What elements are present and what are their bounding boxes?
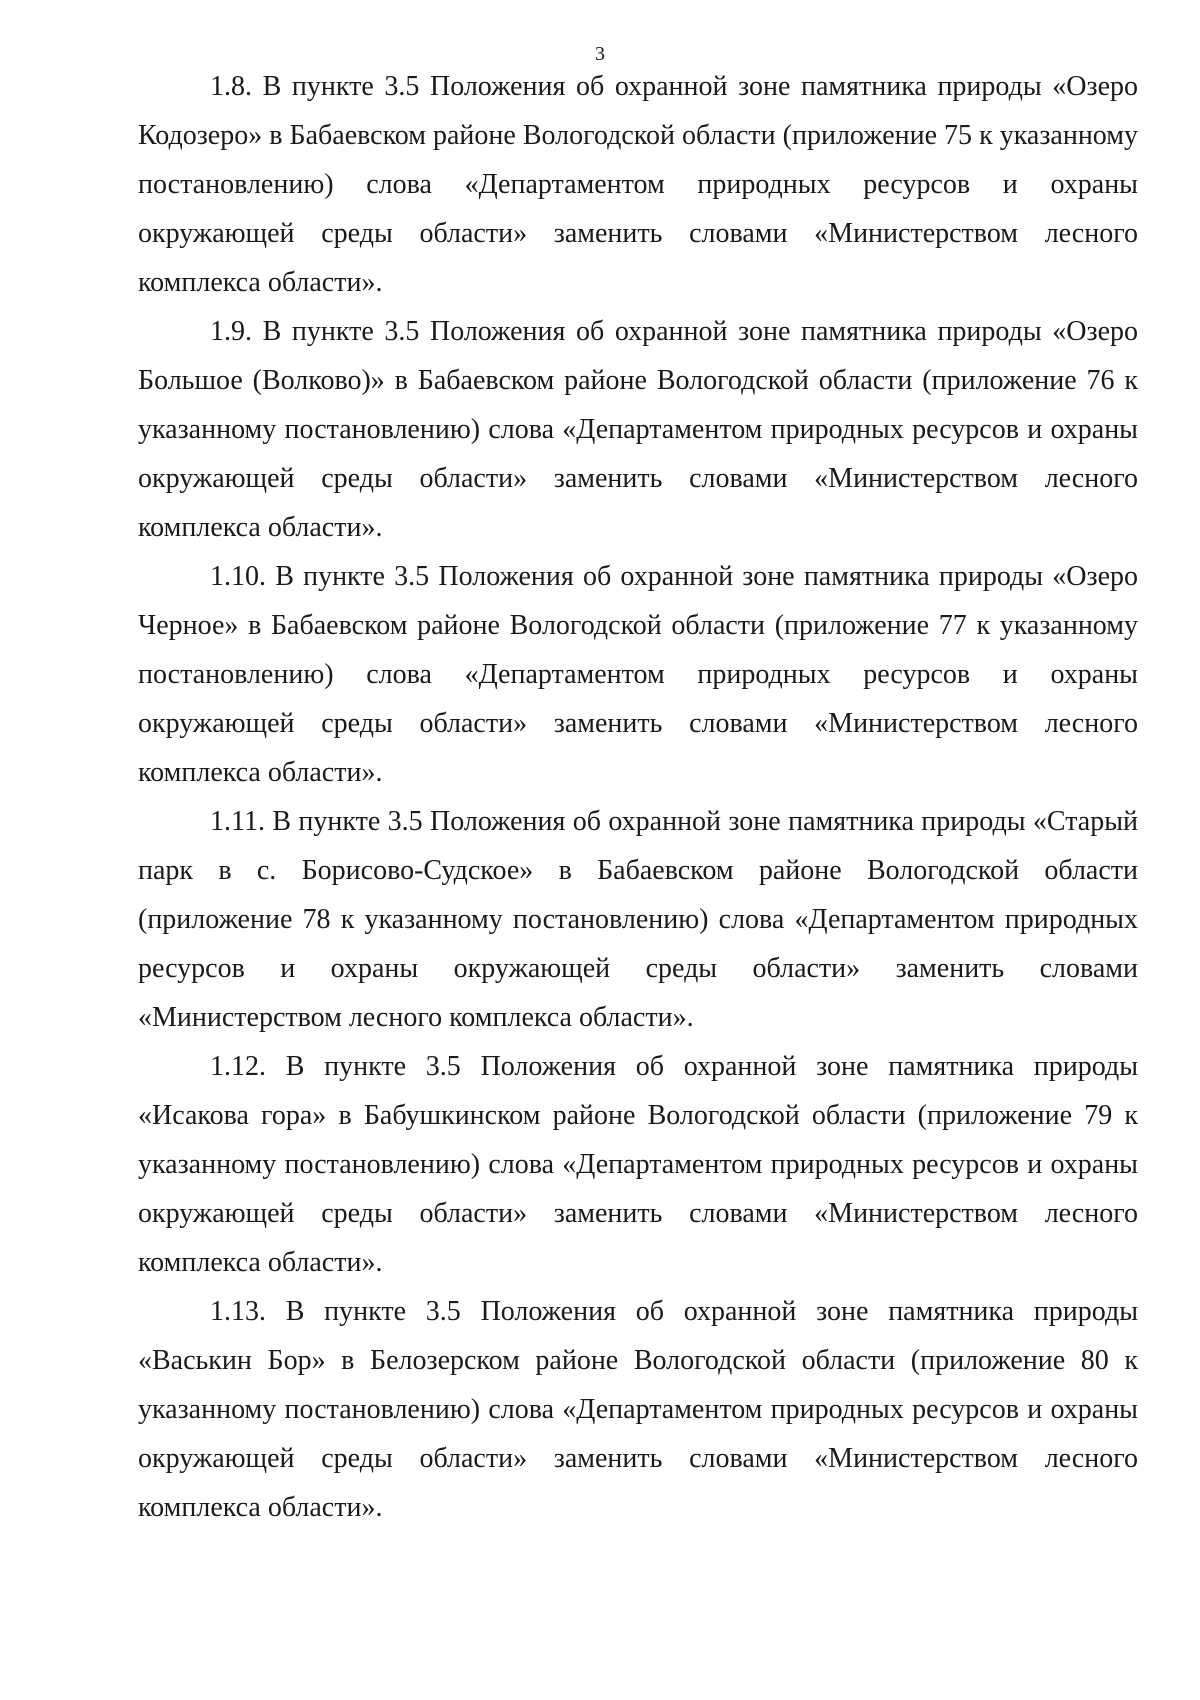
page-number: 3: [595, 43, 605, 65]
paragraph-1-8: 1.8. В пункте 3.5 Положения об охранной зоне памятника природы «Озеро Кодозеро» в Бабаевском районе Вологодской области (приложение 75 к указанному постановлению) слова «Департаментом природных ресурсов и охраны окружающей среды области» заменить словами «Министерством лесного комплекса области».: [138, 71, 1138, 298]
paragraph-1-10: 1.10. В пункте 3.5 Положения об охранной зоне памятника природы «Озеро Черное» в Бабаевском районе Вологодской области (приложение 77 к указанному постановлению) слова «Департаментом природных ресурсов и охраны окружающей среды области» заменить словами «Министерством лесного комплекса области».: [138, 561, 1138, 788]
document-body: [138, 62, 1138, 1532]
paragraph-1-9: 1.9. В пункте 3.5 Положения об охранной зоне памятника природы «Озеро Большое (Волково)» в Бабаевском районе Вологодской области (приложение 76 к указанному постановлению) слова «Департаментом природных ресурсов и охраны окружающей среды области» заменить словами «Министерством лесного комплекса области».: [138, 316, 1138, 543]
paragraph-1-12: 1.12. В пункте 3.5 Положения об охранной зоне памятника природы «Исакова гора» в Бабушкинском районе Вологодской области (приложение 79 к указанному постановлению) слова «Департаментом природных ресурсов и охраны окружающей среды области» заменить словами «Министерством лесного комплекса области».: [138, 1051, 1138, 1278]
paragraph-1-11: 1.11. В пункте 3.5 Положения об охранной зоне памятника природы «Старый парк в с. Борисово-Судское» в Бабаевском районе Вологодской области (приложение 78 к указанному постановлению) слова «Департаментом природных ресурсов и охраны окружающей среды области» заменить словами «Министерством лесного комплекса области».: [138, 806, 1138, 1033]
paragraph-1-13: 1.13. В пункте 3.5 Положения об охранной зоне памятника природы «Васькин Бор» в Белозерском районе Вологодской области (приложение 80 к указанному постановлению) слова «Департаментом природных ресурсов и охраны окружающей среды области» заменить словами «Министерством лесного комплекса области».: [138, 1296, 1138, 1523]
